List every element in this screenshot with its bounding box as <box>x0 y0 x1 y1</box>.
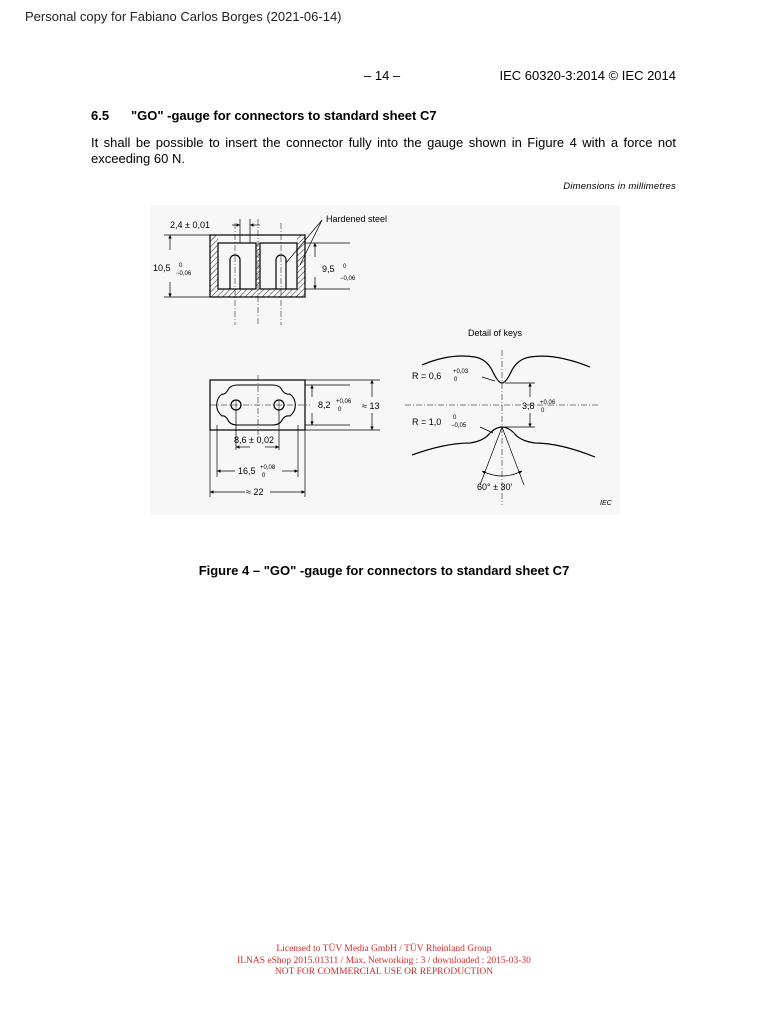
hardened-steel-label: Hardened steel <box>326 214 388 224</box>
radius-top-tol-low: 0 <box>454 377 458 383</box>
profile-width-label: 16,5 <box>238 466 256 476</box>
profile-height-tol-up: +0,06 <box>336 399 352 405</box>
radius-top-label: R = 0,6 <box>412 371 442 381</box>
section-title: "GO" -gauge for connectors to standard sheet C7 <box>131 108 437 123</box>
page-number: – 14 – <box>364 68 401 83</box>
key-gap-label: 3,8 <box>522 401 535 411</box>
profile-width-tol-low: 0 <box>262 473 266 479</box>
radius-bottom-label: R = 1,0 <box>412 417 442 427</box>
figure-caption: Figure 4 – "GO" -gauge for connectors to standard sheet C7 <box>198 563 570 578</box>
section-body: It shall be possible to insert the connector fully into the gauge shown in Figure 4 with a force not exceeding 60 N. <box>91 135 676 166</box>
inner-height-label: 9,5 <box>322 264 335 274</box>
profile-height-label: 8,2 <box>318 400 331 410</box>
approx-13-label: ≈ 13 <box>362 401 380 411</box>
outer-height-tol-low: −0,06 <box>176 271 192 277</box>
dimension-lines-detail <box>480 377 535 485</box>
license-line-3: NOT FOR COMMERCIAL USE OR REPRODUCTION <box>274 967 494 977</box>
angle-label: 60° ± 30′ <box>477 482 513 492</box>
personal-copy-notice: Personal copy for Fabiano Carlos Borges (2021-06-14) <box>25 9 342 24</box>
profile-height-tol-low: 0 <box>338 407 342 413</box>
section-number: 6.5 <box>91 108 110 123</box>
iec-mark: IEC <box>600 500 612 507</box>
license-line-1: Licensed to TÜV Media GmbH / TÜV Rheinland Group <box>276 944 492 954</box>
radius-top-tol-up: +0,03 <box>453 369 469 375</box>
license-notice <box>0 944 768 979</box>
radius-bottom-tol-low: −0,05 <box>451 423 467 429</box>
standard-reference: IEC 60320-3:2014 © IEC 2014 <box>499 68 676 83</box>
figure-drawing <box>150 205 620 515</box>
outer-height-label: 10,5 <box>153 263 171 273</box>
key-gap-tol-up: +0,06 <box>540 400 556 406</box>
pin-spacing-label: 8,6 ± 0,02 <box>234 435 274 445</box>
section-heading <box>91 108 437 123</box>
license-line-2: ILNAS eShop 2015.01311 / Max. Networking : 3 / downloaded : 2015-03-30 <box>237 955 531 966</box>
radius-bottom-tol-up: 0 <box>453 415 457 421</box>
approx-22-label: ≈ 22 <box>246 487 264 497</box>
detail-title: Detail of keys <box>468 328 523 338</box>
profile-width-tol-up: +0,08 <box>260 465 276 471</box>
inner-height-tol-up: 0 <box>343 264 347 270</box>
key-gap-tol-low: 0 <box>541 408 545 414</box>
width-slot-label: 2,4 ± 0,01 <box>170 220 210 230</box>
dimensions-note: Dimensions in millimetres <box>563 181 676 192</box>
gauge-top-view <box>210 219 305 325</box>
outer-height-tol-up: 0 <box>179 263 183 269</box>
gauge-profile-view <box>210 375 310 435</box>
inner-height-tol-low: −0,06 <box>340 276 356 282</box>
